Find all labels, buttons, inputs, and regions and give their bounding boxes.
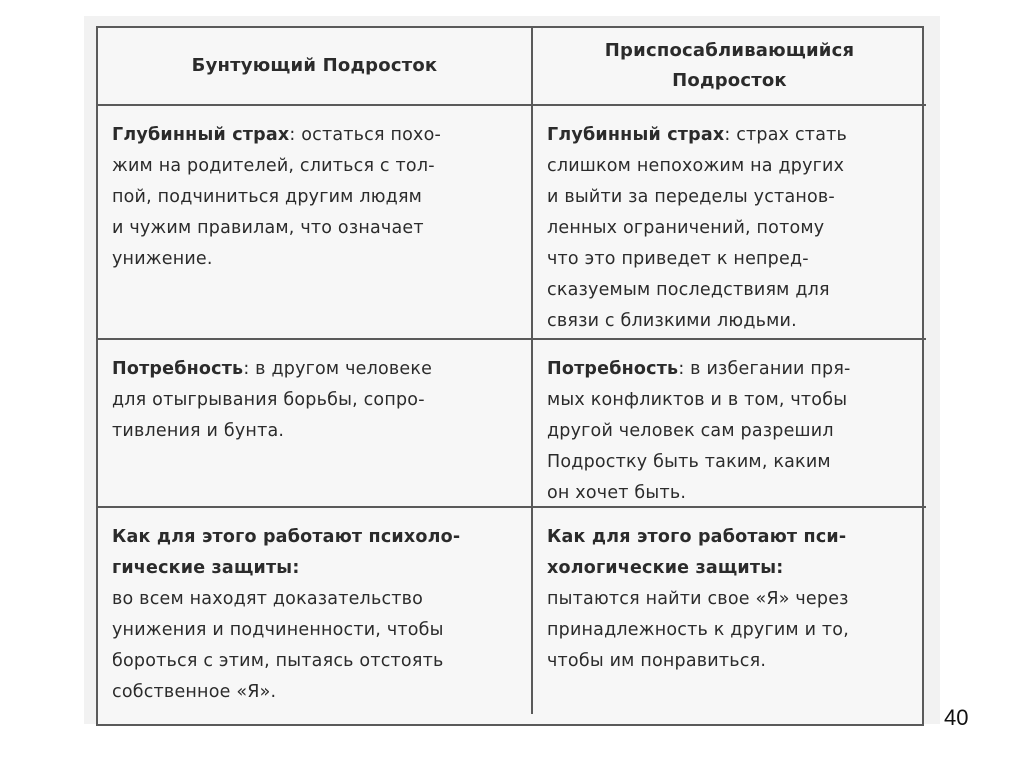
header-rebellious-teen: Бунтующий Подросток <box>98 28 533 106</box>
text-defenses-rebellious: во всем находят доказательство унижения и подчиненности, чтобы бороться с этим, пытаясь отстоять собственное «Я». <box>112 589 444 702</box>
cell-need-adapting <box>533 340 926 508</box>
text-need-adapting: : в избегании пря- мых конфликтов и в том, чтобы другой человек сам разрешил Подростку быть таким, каким он хочет быть. <box>547 359 851 503</box>
term-defenses: Как для этого работают психоло- гические защиты: <box>112 527 461 578</box>
text-need-rebellious: : в другом человеке для отыгрывания борьбы, сопро- тивления и бунта. <box>112 359 433 441</box>
text-deep-fear-adapting: : страх стать слишком непохожим на других и выйти за переделы установ- ленных ограничений, потому что это приведет к непред- сказуемым последствиям для связи с близкими людьми. <box>547 125 848 331</box>
term-need: Потребность <box>112 359 244 379</box>
comparison-table <box>96 26 924 726</box>
text-deep-fear-rebellious: : остаться похо- жим на родителей, слиться с тол- пой, подчиниться другим людям и чужим правилам, что означает унижение. <box>112 125 442 269</box>
page-number: 40 <box>944 705 969 730</box>
header-adapting-teen: Приспосабливающийся Подросток <box>533 28 926 106</box>
text-defenses-adapting: пытаются найти свое «Я» через принадлежность к другим и то, чтобы им понравиться. <box>547 589 849 671</box>
cell-defenses-adapting <box>533 508 926 714</box>
cell-deep-fear-rebellious <box>98 106 533 340</box>
cell-need-rebellious <box>98 340 533 508</box>
cell-deep-fear-adapting <box>533 106 926 340</box>
term-defenses: Как для этого работают пси- хологические защиты: <box>547 527 847 578</box>
term-deep-fear: Глубинный страх <box>547 125 725 145</box>
cell-defenses-rebellious <box>98 508 533 714</box>
scanned-table-image <box>84 16 940 724</box>
term-need: Потребность <box>547 359 679 379</box>
term-deep-fear: Глубинный страх <box>112 125 290 145</box>
